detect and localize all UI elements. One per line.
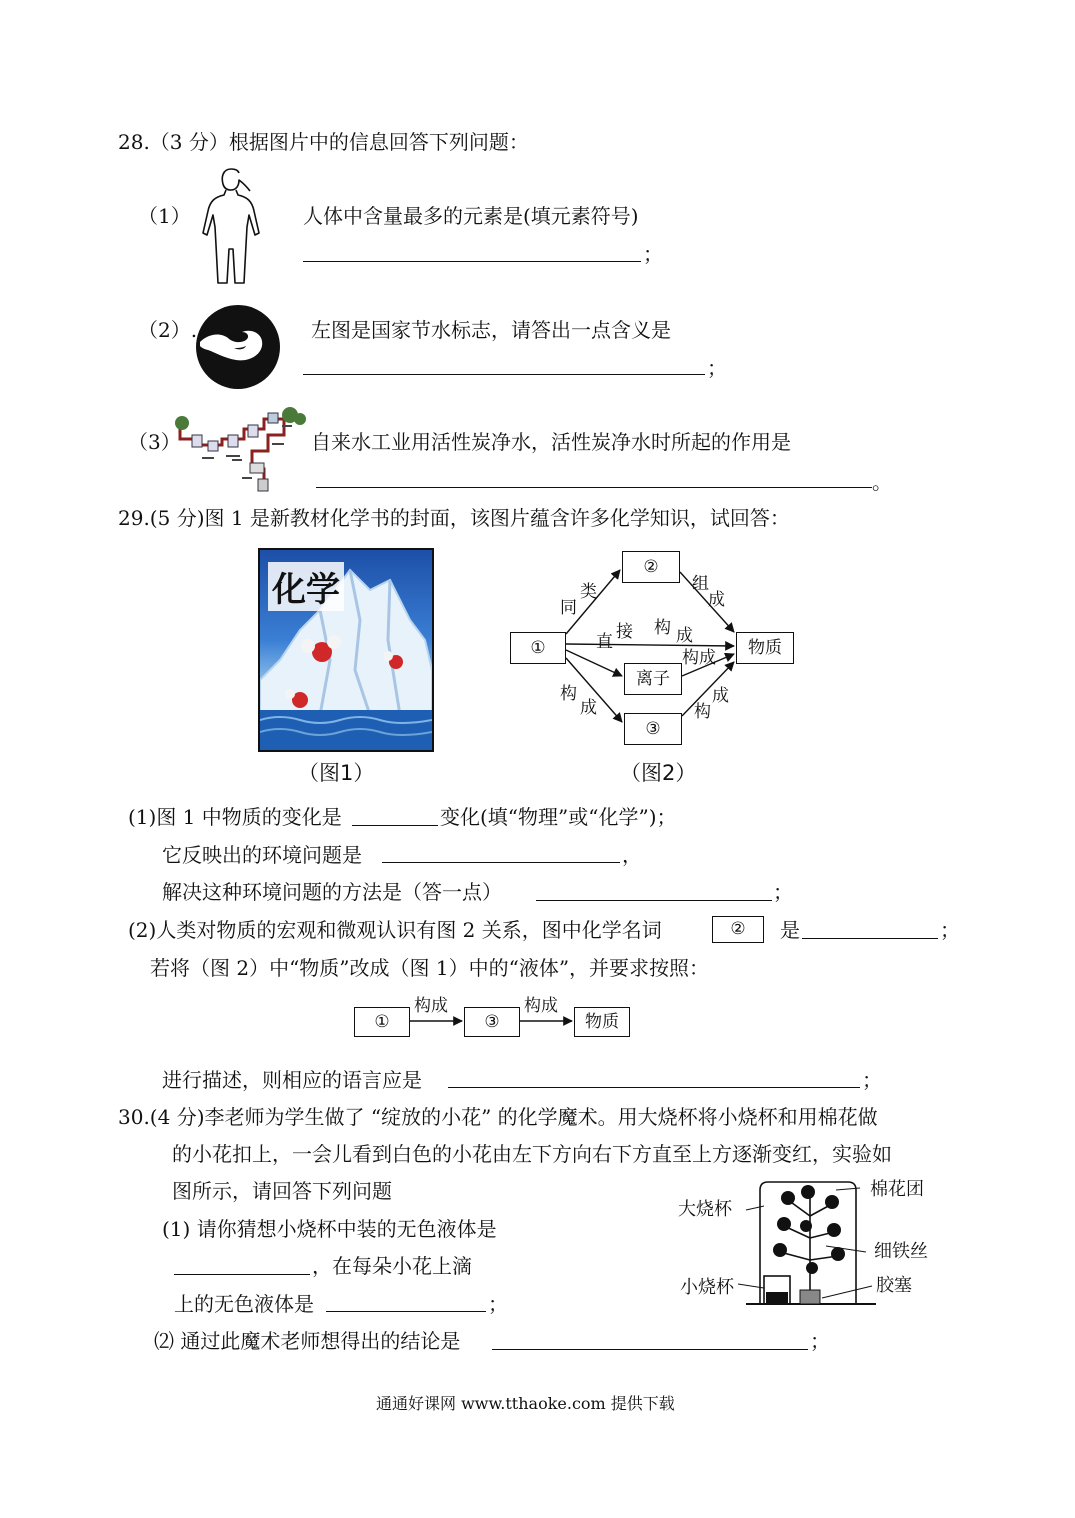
q28-p1-number: （1） — [138, 204, 191, 228]
q29-s2-end: ； — [940, 918, 960, 942]
q28-p2-end: ； — [707, 356, 727, 380]
q29-s1-line3-end: ； — [773, 880, 793, 904]
fig2-label-e5a: 构 — [560, 684, 577, 704]
fig2-node-ion: 离子 — [624, 663, 682, 695]
page-footer: 通通好课网 www.tthaoke.com 提供下载 — [376, 1394, 675, 1413]
fig2-label-e1b: 类 — [580, 582, 597, 602]
q30-line1: 30.(4 分)李老师为学生做了 “绽放的小花” 的化学魔术。用大烧杯将小烧杯和用棉花做 — [118, 1105, 878, 1129]
fig2-label-e6a: 构 — [694, 702, 711, 722]
chain-node-matter: 物质 — [574, 1007, 630, 1037]
chain-node-1: ① — [354, 1007, 410, 1037]
q30-s1-answer-line-1[interactable] — [174, 1274, 310, 1275]
q30-s1-end: ； — [488, 1292, 508, 1316]
q29-s2-line3: 进行描述，则相应的语言应是 — [162, 1068, 422, 1092]
q30-line2: 的小花扣上，一会儿看到白色的小花由左下方向右下方直至上方逐渐变红，实验如 — [172, 1142, 892, 1166]
q29-s1-text-b: 变化(填“物理”或“化学”)； — [440, 805, 677, 829]
fig2-node-3: ③ — [624, 713, 682, 745]
label-small-beaker: 小烧杯 — [680, 1277, 734, 1298]
chain-arrow-label-1: 构成 — [414, 996, 448, 1016]
fig1-caption: （图1） — [298, 761, 375, 785]
book-cover-title: 化学 — [268, 562, 344, 611]
q28-p1-end: ； — [643, 242, 663, 266]
q29-s2-answer-line-2[interactable] — [448, 1087, 860, 1088]
fig2-node-1: ① — [510, 632, 566, 664]
q29-s1-line2-end: ， — [622, 843, 642, 867]
label-stopper: 胶塞 — [876, 1275, 912, 1296]
q30-s2-text: ⑵ 通过此魔术老师想得出的结论是 — [154, 1329, 461, 1353]
q30-s2-end: ； — [810, 1329, 830, 1353]
fig2-label-e2b: 成 — [708, 590, 725, 610]
q30-s1-text-a: (1) 请你猜想小烧杯中装的无色液体是 — [162, 1217, 497, 1241]
q28-p3-text: 自来水工业用活性炭净水，活性炭净水时所起的作用是 — [311, 430, 791, 454]
q29-s1-line2: 它反映出的环境问题是 — [162, 843, 362, 867]
q28-p2-number: （2）. — [138, 318, 198, 342]
q29-s2-text-b: 是 — [780, 918, 800, 942]
fig2-label-e6b: 成 — [712, 686, 729, 706]
fig2-label-e3d: 成 — [676, 626, 693, 646]
fig2-label-e3b: 接 — [616, 622, 633, 642]
label-wire: 细铁丝 — [874, 1241, 928, 1262]
q28-title: 28.（3 分）根据图片中的信息回答下列问题： — [118, 130, 529, 154]
fig2-node-2: ② — [622, 551, 680, 583]
q30-s1-text-b: ，在每朵小花上滴 — [312, 1254, 472, 1278]
q29-s1-text-a: (1)图 1 中物质的变化是 — [128, 805, 342, 829]
label-cotton: 棉花团 — [870, 1179, 924, 1200]
q30-s2-answer-line[interactable] — [492, 1349, 808, 1350]
q29-s2-text-a: (2)人类对物质的宏观和微观认识有图 2 关系，图中化学名词 — [128, 918, 662, 942]
chain-arrow-label-2: 构成 — [524, 996, 558, 1016]
q29-s2-node-2-box: ② — [712, 916, 764, 943]
fig2-label-e5b: 成 — [580, 698, 597, 718]
q29-title: 29.(5 分)图 1 是新教材化学书的封面，该图片蕴含许多化学知识，试回答： — [118, 506, 790, 530]
fig2-label-e3c: 构 — [654, 618, 671, 638]
fig2-label-e1a: 同 — [560, 598, 577, 618]
fig2-label-e2a: 组 — [692, 574, 709, 594]
q29-s1-line3: 解决这种环境问题的方法是（答一点） — [162, 880, 502, 904]
label-big-beaker: 大烧杯 — [678, 1199, 732, 1220]
q30-line3: 图所示，请回答下列问题 — [172, 1179, 392, 1203]
chain-node-3: ③ — [464, 1007, 520, 1037]
q28-p2-text: 左图是国家节水标志，请答出一点含义是 — [311, 318, 671, 342]
fig2-caption: （图2） — [620, 761, 697, 785]
q28-p3-number: （3） — [128, 430, 181, 454]
q29-s2-line3-end: ； — [862, 1068, 882, 1092]
q30-s1-text-c: 上的无色液体是 — [174, 1292, 314, 1316]
q28-p1-text: 人体中含量最多的元素是(填元素符号) — [303, 204, 639, 228]
fig2-label-e3a: 直 — [596, 632, 613, 652]
q28-p3-end: 。 — [872, 470, 892, 494]
q29-s2-line2: 若将（图 2）中“物质”改成（图 1）中的“液体”，并要求按照： — [150, 956, 710, 980]
fig2-node-matter: 物质 — [736, 632, 794, 664]
q30-s1-answer-line-2[interactable] — [326, 1311, 486, 1312]
fig2-label-e4: 构成 — [682, 648, 716, 668]
